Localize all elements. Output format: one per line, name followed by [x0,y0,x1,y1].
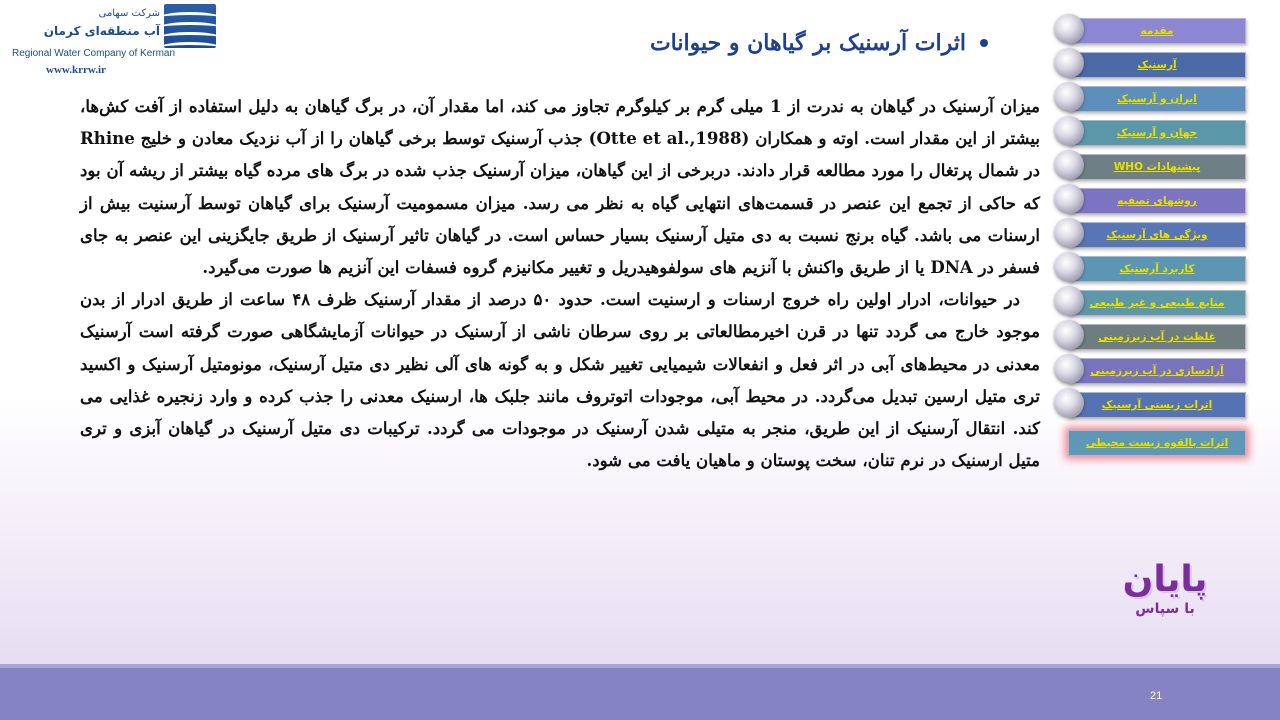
nav-item-label[interactable]: آزادسازی در آب زیرزمینی [1090,365,1224,377]
nav-item-label[interactable]: اثرات بالقوه زیست محیطی [1085,437,1229,449]
page-number: 21 [1150,690,1163,702]
nav-bar[interactable] [1068,86,1246,112]
nav-bar[interactable] [1068,18,1246,44]
end-button[interactable] [1100,560,1230,618]
nav-item-world-arsenic[interactable] [1054,116,1250,146]
nav-item-groundwater-release[interactable] [1054,354,1250,384]
nav-bullet-icon[interactable] [1054,48,1084,78]
company-logo [0,0,218,80]
logo-company-name-fa: آب منطقه‌ای کرمان [43,24,160,38]
nav-item-iran-arsenic[interactable] [1054,82,1250,112]
nav-bar[interactable] [1068,392,1246,418]
nav-bullet-icon[interactable] [1054,82,1084,112]
nav-item-environmental-effects[interactable] [1054,426,1250,456]
nav-bar[interactable] [1068,256,1246,282]
slide-title: اثرات آرسنیک بر گیاهان و حیوانات [649,30,966,56]
nav-bar[interactable] [1068,120,1246,146]
paragraph-plants: میزان آرسنیک در گیاهان به ندرت از 1 میلی گرم بر کیلوگرم تجاوز می کند، اما مقدار آن، در برگ گیاهان به دلیل استفاده از آفت کش‌ها، بیشتر از این مقدار است. اوته و همکاران (Otte et al.,1988) جذب آرسنیک توسط برخی گیاهان را از آب نزدیک معادن و خلیج Rhine در شمال پرتغال را مورد مطالعه قرار دادند. دربرخی از این گیاهان، میزان آرسنیک جذب شده در برگ های مرده گیاه بیشتر از ریشه آن بود که حاکی از تجمع این عنصر در قسمت‌های انتهایی گیاه به نظر می رسد. میزان مسمومیت آرسنیک برای گیاهان توسط آرسنیت بیش از ارسنات می باشد. گیاه برنج نسبت به دی متیل آرسنیک بسیار حساس است. در گیاهان تاثیر آرسنیک از طریق جایگزینی این عنصر به جای فسفر در DNA یا از طریق واکنش با آنزیم های سولفوهیدریل و تغییر مکانیزم گروه فسفات این آنزیم ها صورت می‌گیرد. [80,96,1040,278]
water-logo-icon [164,4,216,48]
nav-bullet-icon[interactable] [1054,14,1084,44]
nav-bar[interactable] [1068,52,1246,78]
thanks-label[interactable]: با سپاس [1135,601,1195,617]
paragraph-animals: در حیوانات، ادرار اولین راه خروج ارسنات و ارسنیت است. حدود ۵۰ درصد از مقدار آرسنیک ظرف ۴۸ ساعت از طریق ادرار از بدن موجود خارج می گردد تنها در قرن اخیرمطالعاتی بر روی سرطان ناشی از آرسنیک در حیوانات آزمایشگاهی صورت گرفته است آرسنیک معدنی در محیط‌های آبی در اثر فعل و انفعالات شیمیایی تغییر شکل و به گونه های آلی نظیر دی متیل آرسنیک، مونومتیل آرسنیک و اکسید تری متیل ارسین تبدیل می‌گردد. در محیط آبی، موجودات اتوتروف مانند جلبک ها، ارسنیک معدنی را جذب کرده و وارد زنجیره غذایی می کند. انتقال آرسنیک از این طریق، منجر به متیلی شدن آرسنیک در موجودات می گردد. ترکیبات دی متیل آرسنیک در گیاهان آبزی و تری متیل ارسنیک در نرم تنان، سخت پوستان و ماهیان یافت می شود. [80,289,1040,471]
logo-company-name-en: Regional Water Company of Kerman [12,48,176,59]
nav-bullet-icon[interactable] [1054,184,1084,214]
nav-item-label[interactable]: کاربرد آرسنیک [1119,263,1195,275]
bullet-icon [980,39,988,47]
nav-item-label[interactable]: آرسنیک [1137,59,1177,71]
footer-band [0,664,1280,720]
nav-item-natural-sources[interactable] [1054,286,1250,316]
end-label[interactable]: پایان [1122,559,1208,600]
logo-company-type: شرکت سهامی [98,8,160,19]
nav-bar[interactable] [1068,154,1246,180]
nav-item-who-recommendations[interactable] [1054,150,1250,180]
nav-bullet-icon[interactable] [1054,116,1084,146]
nav-item-groundwater-concentration[interactable] [1054,320,1250,350]
nav-item-label[interactable]: منابع طبیعی و غیر طبیعی [1089,297,1225,309]
nav-item-label[interactable]: غلظت در آب زیرزمینی [1098,331,1216,343]
nav-bullet-icon[interactable] [1054,388,1084,418]
nav-item-label[interactable]: ویژگی های آرسنیک [1106,229,1208,241]
logo-website: www.krrw.ir [46,64,106,76]
nav-bar[interactable] [1068,358,1246,384]
slide-title-row [650,30,988,56]
nav-item-arsenic-uses[interactable] [1054,252,1250,282]
nav-bar[interactable] [1068,430,1246,456]
nav-item-label[interactable]: جهان و آرسنیک [1116,127,1198,139]
nav-bar[interactable] [1068,222,1246,248]
nav-item-label[interactable]: روشهای تصفیه [1117,195,1197,207]
nav-bullet-icon[interactable] [1054,286,1084,316]
nav-bullet-icon[interactable] [1054,218,1084,248]
nav-item-treatment-methods[interactable] [1054,184,1250,214]
nav-item-label[interactable]: پیشنهادات WHO [1113,161,1201,173]
nav-bullet-icon[interactable] [1054,354,1084,384]
nav-bullet-icon[interactable] [1054,150,1084,180]
nav-item-biological-effects[interactable] [1054,388,1250,418]
footer-divider [0,664,1280,668]
nav-bullet-icon[interactable] [1054,252,1084,282]
nav-item-arsenic-properties[interactable] [1054,218,1250,248]
nav-item-label[interactable]: اثرات زیستی آرسنیک [1101,399,1213,411]
nav-bullet-icon[interactable] [1054,320,1084,350]
nav-item-arsenic[interactable] [1054,48,1250,78]
nav-bar[interactable] [1068,324,1246,350]
nav-bar[interactable] [1068,290,1246,316]
nav-item-introduction[interactable] [1054,14,1250,44]
nav-item-label[interactable]: مقدمه [1140,25,1174,37]
slide-body [80,90,1040,476]
nav-bar[interactable] [1068,188,1246,214]
nav-item-label[interactable]: ایران و آرسنیک [1117,93,1197,105]
